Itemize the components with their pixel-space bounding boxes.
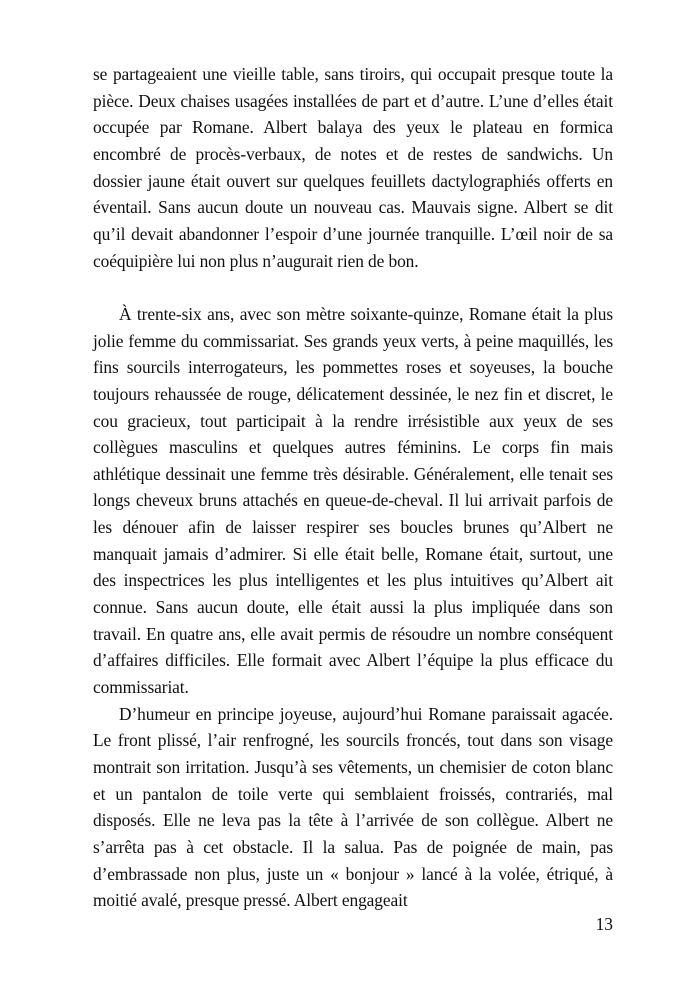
body-text bbox=[93, 61, 613, 914]
paragraph-gap bbox=[93, 274, 613, 301]
paragraph-1: se partageaient une vieille table, sans tiroirs, qui occupait presque toute la pièce. Deux chaises usagées installées de part et d’autre. L’une d’elles était occupée par Romane. Albert balaya des yeux le plateau en formica encombré de procès-verbaux, de notes et de restes de sandwichs. Un dossier jaune était ouvert sur quelques feuillets dactylographiés offerts en éventail. Sans aucun doute un nouveau cas. Mauvais signe. Albert se dit qu’il devait abandonner l’espoir d’une journée tranquille. L’œil noir de sa coéquipière lui non plus n’augurait rien de bon. bbox=[93, 64, 613, 271]
page-number: 13 bbox=[595, 914, 613, 934]
paragraph-3: D’humeur en principe joyeuse, aujourd’hui Romane paraissait agacée. Le front plissé, l’air renfrogné, les sourcils froncés, tout dans son visage montrait son irritation. Jusqu’à ses vêtements, un chemisier de coton blanc et un pantalon de toile verte qui semblaient froissés, contrariés, mal disposés. Elle ne leva pas la tête à l’arrivée de son collègue. Albert ne s’arrêta pas à cet obstacle. Il la salua. Pas de poignée de main, pas d’embrassade non plus, juste un « bonjour » lancé à la volée, étriqué, à moitié avalé, presque pressé. Albert engageait bbox=[93, 703, 613, 911]
paragraph-2: À trente-six ans, avec son mètre soixante-quinze, Romane était la plus jolie femme du commissariat. Ses grands yeux verts, à peine maquillés, les fins sourcils interrogateurs, les pommettes roses et soyeuses, la bouche toujours rehaussée de rouge, délicatement dessinée, le nez fin et discret, le cou gracieux, tout participait à la rendre irrésistible aux yeux de ses collègues masculins et quelques autres féminins. Le corps fin mais athlétique dessinait une femme très désirable. Généralement, elle tenait ses longs cheveux bruns attachés en queue-de-cheval. Il lui arrivait parfois de les dénouer afin de laisser respirer ses boucles brunes qu’Albert ne manquait jamais d’admirer. Si elle était belle, Romane était, surtout, une des inspectrices les plus intelligentes et les plus intuitives qu’Albert ait connue. Sans aucun doute, elle était aussi la plus impliquée dans son travail. En quatre ans, elle avait permis de résoudre un nombre conséquent d’affaires difficiles. Elle formait avec Albert l’équipe la plus efficace du commissariat. bbox=[93, 303, 613, 698]
